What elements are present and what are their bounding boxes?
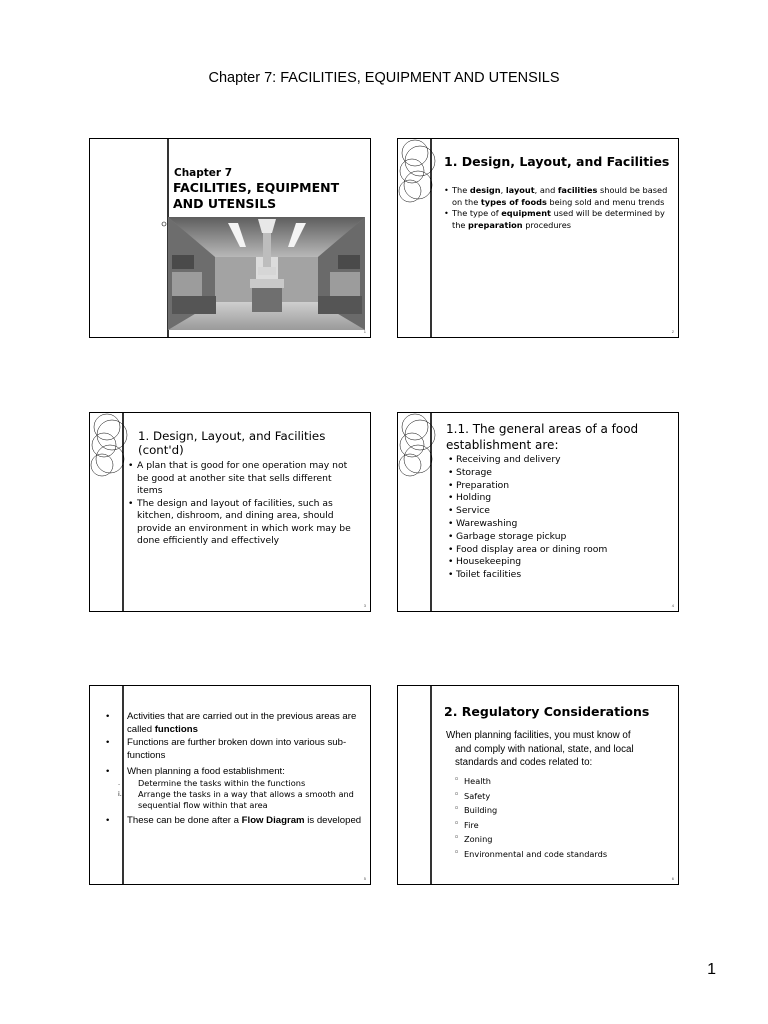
bullet-text: should be based on the [452,185,668,207]
chapter-label: Chapter 7 [174,167,233,179]
slide-5 [89,685,371,885]
bullet-item [90,736,371,762]
sub-text: Arrange the tasks in a way that allows a smooth and sequential flow within that area [138,789,354,810]
sub-marker: . [118,779,121,787]
slide-title: FACILITIES, EQUIPMENT AND UTENSILS [173,180,340,211]
kitchen-photo [168,217,365,330]
page-title: Chapter 7: FACILITIES, EQUIPMENT AND UTENSILS [208,70,560,86]
list-item: • Service [448,505,607,518]
list-item: • Housekeeping [448,556,607,569]
slide-body [90,710,371,827]
list-item: • Holding [448,492,607,505]
bullet-item [444,185,672,208]
bullet-text: is developed [304,815,362,826]
area-list [448,454,607,582]
bullet-text: The type of [452,208,502,218]
bullet-bold-text: Flow Diagram [241,815,305,826]
sub-marker: i. [118,790,122,798]
spiral-circles-decoration [398,413,438,612]
bullet-bold-text: functions [154,724,198,735]
bold-term: preparation [468,219,523,230]
bullet-text: Activities that are carried out in the previous areas are called [127,711,357,735]
slide-number: 5 [363,876,366,881]
bullet-text: The [452,185,470,195]
list-item: ◦ Zoning [454,832,607,847]
bullet-text: procedures [522,219,572,230]
code-list [454,774,607,862]
slide-number: 4 [671,603,674,608]
bold-term: facilities [557,185,598,195]
bullet-text: These can be done after a [127,815,242,826]
bullet-item: • A plan that is good for one operation may not be good at another site that sells different items [128,460,360,498]
page-number: 1 [707,961,716,978]
bullet-item [444,208,672,231]
spiral-circles-decoration [398,139,438,338]
list-item: • Storage [448,467,607,480]
list-item: • Receiving and delivery [448,454,607,467]
slide-heading: 1. Design, Layout, and Facilities (cont'd) [138,429,326,457]
intro-text [446,729,676,770]
bullet-marker: • [106,766,110,777]
bullet-item [90,814,371,827]
slide-heading: 1. Design, Layout, and Facilities [444,154,670,169]
list-item: • Toilet facilities [448,569,607,582]
bullet-item: • The design and layout of facilities, such as kitchen, dishroom, and dining area, should provide an environment in which work may be done efficiently and effectively [128,498,360,548]
list-item: ◦ Health [454,774,607,789]
bullet-text: When planning a food establishment: [127,766,285,777]
slide-number: 1 [363,329,366,334]
sub-text: Determine the tasks within the functions [138,778,306,788]
bullet-text: , and [534,185,558,195]
bullet-item [90,765,371,778]
slide-2 [397,138,679,338]
list-item: ◦ Fire [454,818,607,833]
list-item: ◦ Safety [454,789,607,804]
list-item: • Food display area or dining room [448,544,607,557]
slide-number: 3 [363,603,366,608]
sub-item [90,789,371,811]
list-item: • Preparation [448,480,607,493]
bold-term: layout [505,185,535,195]
bullet-marker: • [106,711,110,722]
bullet-text: , [500,185,506,195]
bullet-text: Functions are further broken down into various sub-functions [127,737,347,761]
bullet-list [444,185,672,231]
list-item: ◦ Building [454,803,607,818]
intro-continuation: and comply with national, state, and local standards and codes related to: [455,743,634,768]
list-item: • Warewashing [448,518,607,531]
spiral-circles-decoration [90,413,130,612]
slide-1 [89,138,371,338]
bullet-text: used will be determined by the [452,208,665,230]
slide-number: 6 [671,876,674,881]
bullet-marker: • [106,815,110,826]
bold-term: equipment [501,208,551,218]
slide-3 [89,412,371,612]
intro-line: When planning facilities, you must know of [446,730,631,741]
slide-heading: 2. Regulatory Considerations [444,704,650,719]
bullet-item [90,710,371,736]
divider-line [398,686,438,885]
sub-item [90,778,371,789]
slide-4 [397,412,679,612]
list-item: • Garbage storage pickup [448,531,607,544]
bold-term: types of foods [480,196,547,207]
bullet-text: being sold and menu trends [546,196,665,207]
bullet-marker: • [106,737,110,748]
bullet-list [128,460,360,548]
slide-6 [397,685,679,885]
list-item: ◦ Environmental and code standards [454,847,607,862]
bold-term: design [469,185,501,195]
slide-number: 2 [671,329,674,334]
slide-heading: 1.1. The general areas of a food establishment are: [446,422,639,452]
